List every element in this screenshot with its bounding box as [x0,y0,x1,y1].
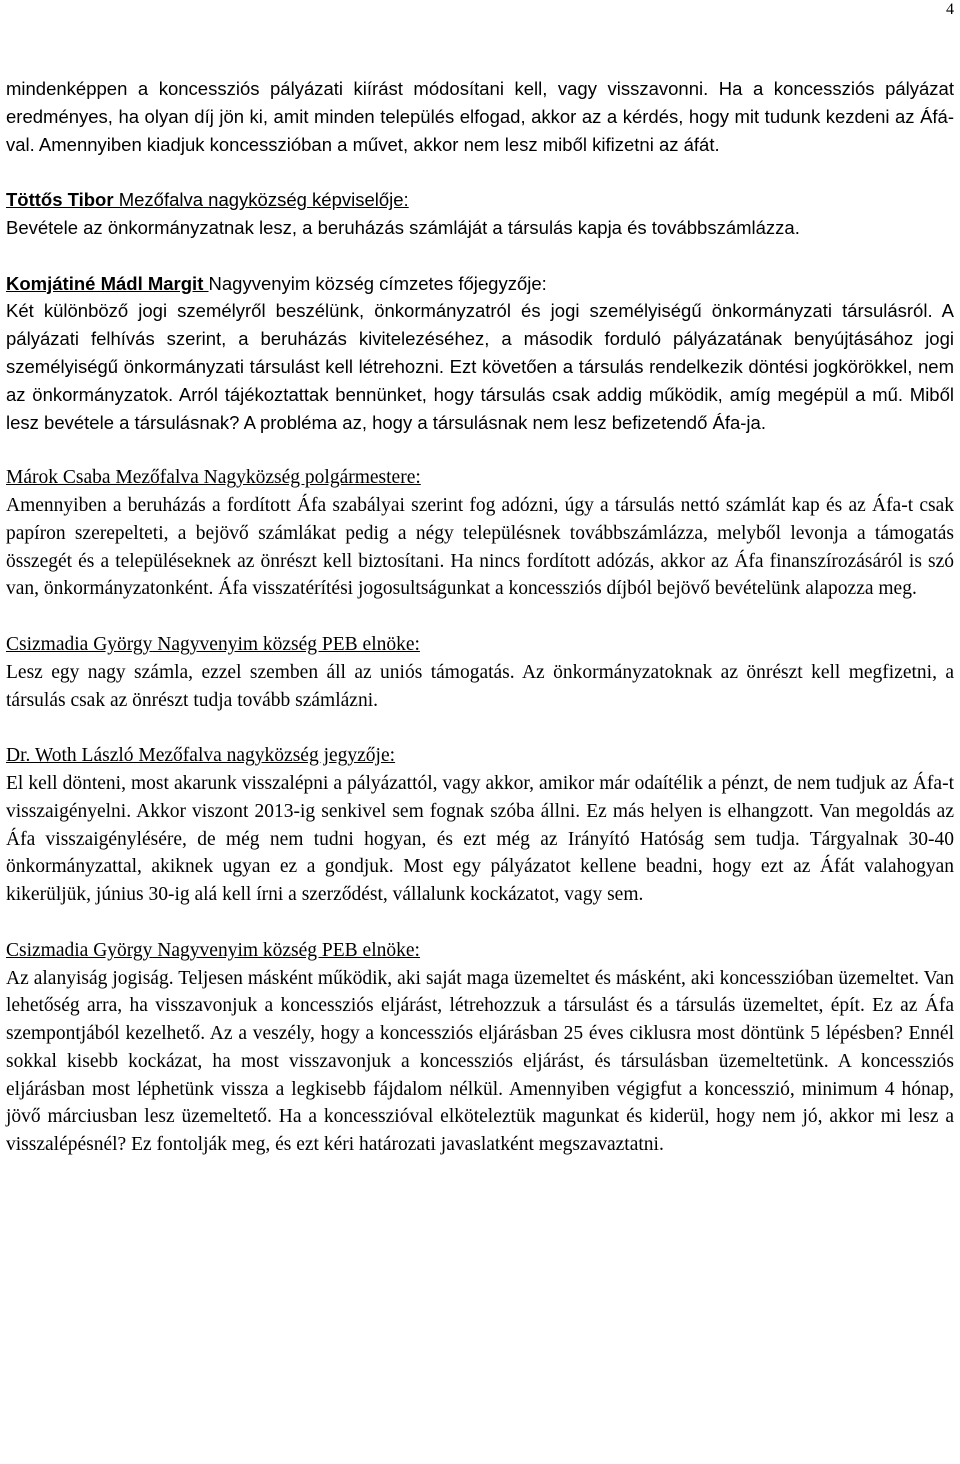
speaker-name: Töttős Tibor [6,189,114,211]
speaker-role: Mezőfalva Nagyközség polgármestere: [110,467,421,489]
paragraph-text: Lesz egy nagy számla, ezzel szemben áll az uniós támogatás. Az önkormányzatoknak az önrészt kell megfizetni, a társulás csak az önrészt tudja tovább számlázni. [6,661,954,711]
paragraph-text: Az alanyiság jogiság. Teljesen másként működik, aki saját maga üzemeltet és másként, aki koncesszióban üzemeltet. Van lehetőség arra, ha visszavonjuk a koncessziós eljárást, létrehozzuk a társulást és a társulás üzemeltet, épít. Ez az Áfa szempontjából kezelhető. Az a veszély, hogy a koncessziós eljárásban 25 éves ciklusra most döntünk 5 lépésben? Ennél sokkal kisebb kockázat, ha most visszavonjuk a koncessziós eljárást, és társulásban üzemeltetünk. A koncessziós eljárásban most léphetünk vissza a legkisebb fájdalom nélkül. Amennyiben végigfut a koncesszió, minimum 4 hónap, jövő márciusban lesz üzemeltető. Ha a koncesszióval elköteleztük magunkat és kiderül, hogy nem jó, akkor mi lesz a visszalépésnél? Ez fontolják meg, és ezt kéri határozati javaslatként megszavaztatni. [6,967,954,1156]
page-number: 4 [946,1,954,18]
speaker-role: Mezőfalva nagyközség képviselője: [113,189,409,211]
speaker-role: Nagyvenyim község PEB elnöke: [152,633,420,655]
speaker-heading [6,186,954,214]
speaker-heading [6,937,954,965]
paragraph-text: Két különböző jogi személyről beszélünk, önkormányzatról és jogi személyiségű önkormányzati társulásról. A pályázati felhívás szerint, a beruházás kivitelezéséhez, a második forduló pályázatának benyújtásához jogi személyiségű önkormányzati társulást kell létrehozni. Ezt követően a társulás rendelkezik döntési jogkörökkel, nem az önkormányzatok. Arról tájékoztattak bennünket, hogy társulás csak addig működik, amíg megépül a mű. Miből lesz bevétele a társulásnak? A probléma az, hogy a társulásnak nem lesz befizetendő Áfa-ja. [6,300,954,433]
paragraph-komjatine-madl-margit [6,270,954,437]
speaker-role: Nagyvenyim község címzetes főjegyzője: [208,272,547,294]
speaker-name: Csizmadia György [6,633,153,655]
paragraph-marok-csaba [6,464,954,603]
paragraph-tottos-tibor [6,186,954,242]
speaker-name: Csizmadia György [6,939,153,961]
paragraph-csizmadia-gyorgy-2 [6,937,954,1159]
paragraph-text: mindenképpen a koncessziós pályázati kiírást módosítani kell, vagy visszavonni. Ha a koncessziós pályázat eredményes, ha olyan díj jön ki, amit minden település elfogad, akkor az a kérdés, hogy mit tudunk kezdeni az Áfá-val. Amennyiben kiadjuk koncesszióban a művet, akkor nem lesz miből kifizetni az áfát. [6,78,954,155]
paragraph-text: Bevétele az önkormányzatnak lesz, a beruházás számláját a társulás kapja és továbbszámlázza. [6,216,800,238]
paragraph-dr-woth-laszlo [6,742,954,909]
paragraph-csizmadia-gyorgy-1 [6,631,954,714]
paragraph-intro [6,75,954,158]
speaker-heading [6,631,954,659]
document-body [6,75,954,1187]
speaker-heading [6,270,954,298]
paragraph-text: Amennyiben a beruházás a fordított Áfa szabályai szerint fog adózni, úgy a társulás nettó számlát kap és az Áfa-t csak papíron szerepelteti, a bejövő számlákat pedig a négy településnek továbbszámlázza, melyből levonja a támogatás összegét és a településeknek az önrészt kell biztosítani. Ha nincs fordított adózás, akkor az Áfa finanszírozásáról is szó van, önkormányzatonként. Áfa visszatérítési jogosultságunkat a koncessziós díjból bejövő bevételünk alapozza meg. [6,494,954,600]
paragraph-text: El kell dönteni, most akarunk visszalépni a pályázattól, vagy akkor, amikor már odaítélik a pénzt, de nem tudjuk az Áfa-t visszaigényelni. Akkor viszont 2013-ig senkivel sem fognak szóba állni. Ez más helyen is elhangzott. Van megoldás az Áfa visszaigénylésére, de még nem tudni hogyan, és ezt még az Irányító Hatóság sem tudja. Tárgyalnak 30-40 önkormányzattal, akiknek ugyan ez a gondjuk. Most egy pályázatot kellene beadni, hogy ezt az Áfát valahogyan kikerüljük, június 30-ig alá kell írni a szerződést, vállalunk kockázatot, vagy sem. [6,772,954,906]
speaker-role: Nagyvenyim község PEB elnöke: [152,939,420,961]
speaker-heading [6,742,954,770]
speaker-name: Komjátiné Mádl Margit [6,272,209,294]
speaker-name: Dr. Woth László [6,745,134,767]
speaker-heading [6,464,954,492]
speaker-role: Mezőfalva nagyközség jegyzője: [133,745,396,767]
speaker-name: Márok Csaba [6,467,111,489]
